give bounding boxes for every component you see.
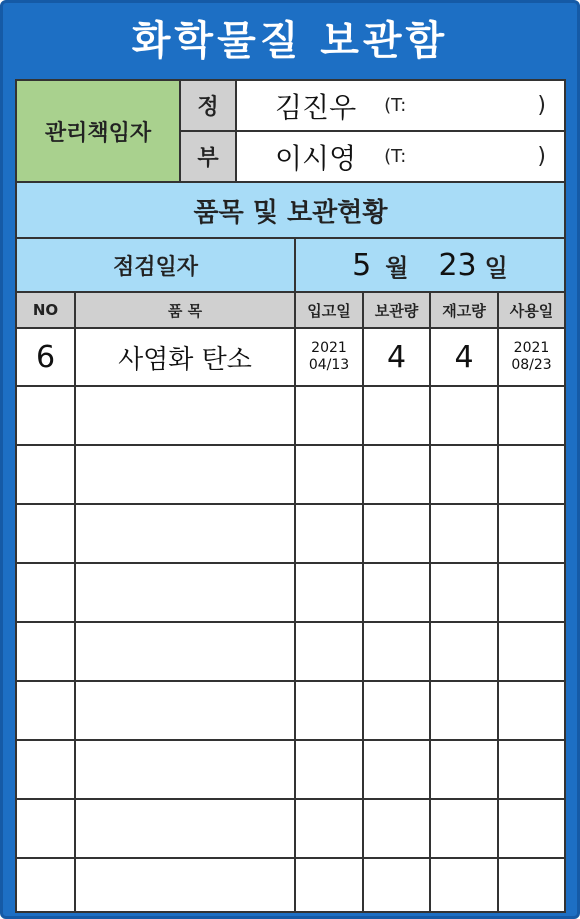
section-title: 품목 및 보관현황 <box>15 181 566 239</box>
primary-role: 정 <box>179 79 237 132</box>
empty-cell <box>74 857 296 913</box>
empty-cell <box>294 680 364 741</box>
col-header-received: 입고일 <box>294 291 364 329</box>
empty-cell <box>429 385 499 446</box>
empty-cell <box>15 503 76 564</box>
empty-cell <box>15 444 76 505</box>
empty-cell <box>362 562 431 623</box>
empty-cell <box>429 680 499 741</box>
empty-cell <box>362 621 431 682</box>
primary-tel-label: (T: <box>384 95 407 116</box>
inspection-day: 23 <box>438 247 477 283</box>
empty-cell <box>497 385 566 446</box>
row-used-date <box>497 327 566 387</box>
secondary-manager-name: 이시영 <box>275 141 357 175</box>
primary-manager-row <box>235 79 566 132</box>
secondary-manager-row <box>235 130 566 183</box>
empty-cell <box>497 680 566 741</box>
row-no: 6 <box>15 327 76 387</box>
empty-cell <box>429 621 499 682</box>
inspection-month: 5 <box>352 247 372 283</box>
inspection-date-label: 점검일자 <box>15 237 296 293</box>
empty-cell <box>15 857 76 913</box>
empty-cell <box>497 621 566 682</box>
board-title: 화학물질 보관함 <box>131 18 449 64</box>
row-stored-qty: 4 <box>362 327 431 387</box>
empty-cell <box>362 385 431 446</box>
empty-cell <box>294 385 364 446</box>
empty-cell <box>497 739 566 800</box>
empty-cell <box>362 798 431 859</box>
empty-cell <box>74 385 296 446</box>
used-day: 08/23 <box>511 357 552 373</box>
empty-cell <box>74 503 296 564</box>
empty-cell <box>294 621 364 682</box>
empty-cell <box>74 562 296 623</box>
empty-cell <box>429 739 499 800</box>
empty-cell <box>74 621 296 682</box>
received-day: 04/13 <box>308 357 350 373</box>
col-header-used: 사용일 <box>497 291 566 329</box>
col-header-item: 품 목 <box>74 291 296 329</box>
empty-cell <box>294 503 364 564</box>
empty-cell <box>15 680 76 741</box>
month-unit: 월 <box>385 253 409 282</box>
empty-cell <box>429 798 499 859</box>
empty-cell <box>294 562 364 623</box>
empty-cell <box>15 562 76 623</box>
row-received-date <box>294 327 364 387</box>
empty-cell <box>74 444 296 505</box>
received-year: 2021 <box>311 340 347 356</box>
empty-cell <box>362 444 431 505</box>
row-stock-qty: 4 <box>429 327 499 387</box>
empty-cell <box>74 739 296 800</box>
board-panel <box>15 79 566 911</box>
inspection-date-value <box>294 237 566 293</box>
empty-cell <box>15 798 76 859</box>
empty-cell <box>294 739 364 800</box>
empty-cell <box>15 385 76 446</box>
empty-cell <box>74 680 296 741</box>
secondary-role: 부 <box>179 130 237 183</box>
empty-cell <box>294 444 364 505</box>
empty-cell <box>429 503 499 564</box>
day-unit: 일 <box>484 253 508 282</box>
empty-cell <box>497 562 566 623</box>
empty-cell <box>74 798 296 859</box>
col-header-no: NO <box>15 291 76 329</box>
col-header-stock: 재고량 <box>429 291 499 329</box>
empty-cell <box>294 798 364 859</box>
empty-cell <box>429 857 499 913</box>
empty-cell <box>429 444 499 505</box>
empty-cell <box>429 562 499 623</box>
row-item: 사염화 탄소 <box>74 327 296 387</box>
manager-label: 관리책임자 <box>15 79 181 183</box>
empty-cell <box>15 739 76 800</box>
col-header-stored: 보관량 <box>362 291 431 329</box>
empty-cell <box>497 503 566 564</box>
empty-cell <box>497 444 566 505</box>
empty-cell <box>294 857 364 913</box>
empty-cell <box>362 857 431 913</box>
used-year: 2021 <box>513 340 550 356</box>
empty-cell <box>497 798 566 859</box>
empty-cell <box>362 503 431 564</box>
empty-cell <box>497 857 566 913</box>
primary-manager-name: 김진우 <box>275 90 357 124</box>
empty-cell <box>15 621 76 682</box>
secondary-tel-label: (T: <box>384 146 407 167</box>
empty-cell <box>362 680 431 741</box>
empty-cell <box>362 739 431 800</box>
secondary-close-paren: ) <box>537 144 546 169</box>
primary-close-paren: ) <box>537 93 546 118</box>
